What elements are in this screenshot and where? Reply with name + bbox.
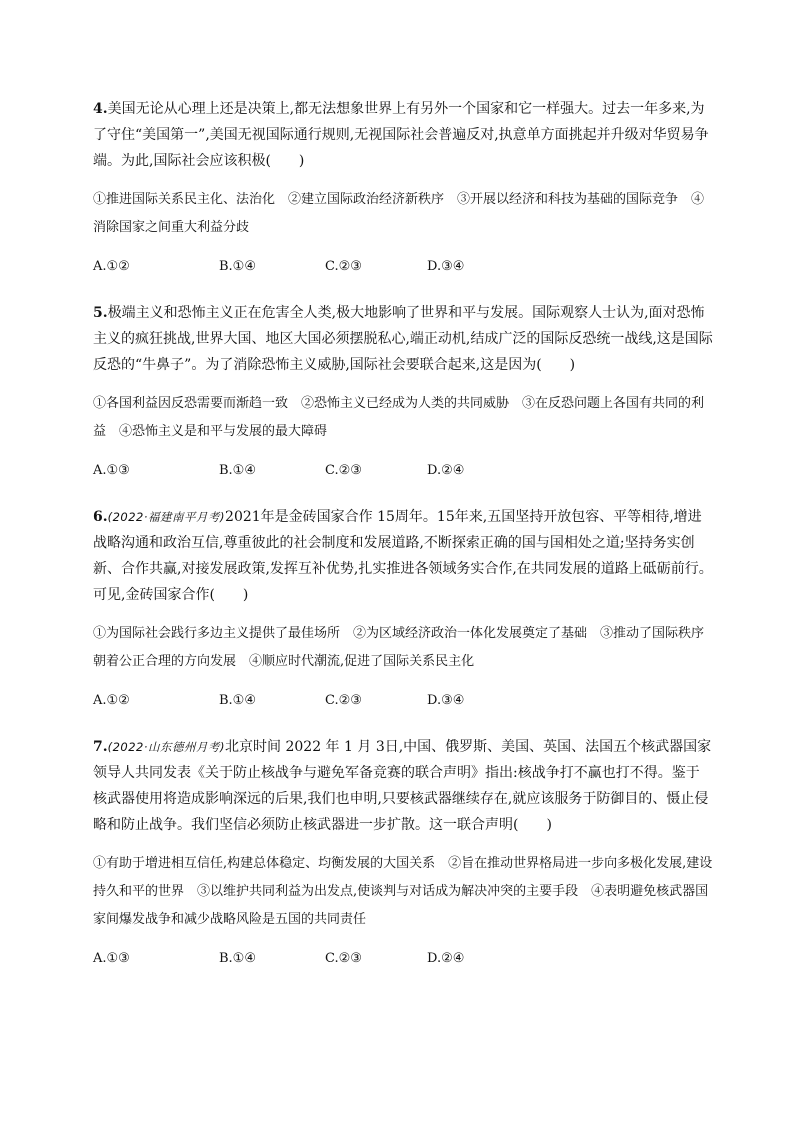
choice-b[interactable]: B.①④	[219, 951, 256, 966]
answer-choices	[93, 256, 713, 278]
answer-choices	[93, 460, 713, 482]
question-number: 5	[93, 305, 103, 321]
choice-d[interactable]: D.③④	[427, 693, 465, 708]
choice-c[interactable]: C.②③	[325, 693, 362, 708]
choice-b[interactable]: B.①④	[219, 463, 256, 478]
question-7	[93, 734, 713, 970]
question-stem: 7.(2022·山东德州月考)北京时间 2022 年 1 月 3日,中国、俄罗斯、美国、英国、法国五个核武器国家领导人共同发表《关于防止核战争与避免军备竞赛的联合声明》指出:核战争打不赢也打不得。鉴于核武器使用将造成影响深远的后果,我们也申明,只要核武器继续存在,就应该服务于防御目的、慑止侵略和防止战争。我们坚信必须防止核武器进一步扩散。这一联合声明( )	[93, 739, 712, 833]
option-statements: ①为国际社会践行多边主义提供了最佳场所 ②为区域经济政治一体化发展奠定了基础 ③推动了国际秩序朝着公正合理的方向发展 ④顺应时代潮流,促进了国际关系民主化	[93, 626, 705, 669]
option-statements: ①各国利益因反恐需要而渐趋一致 ②恐怖主义已经成为人类的共同威胁 ③在反恐问题上各国有共同的利益 ④恐怖主义是和平与发展的最大障碍	[93, 396, 705, 439]
choice-d[interactable]: D.③④	[427, 259, 465, 274]
question-number: 6	[93, 509, 103, 525]
question-source: (2022·福建南平月考)	[107, 510, 226, 524]
question-number: 4	[93, 101, 103, 117]
question-source: (2022·山东德州月考)	[107, 740, 226, 754]
question-page	[93, 96, 713, 970]
question-stem: 6.(2022·福建南平月考)2021年是金砖国家合作 15周年。15年来,五国坚持开放包容、平等相待,增进战略沟通和政治互信,尊重彼此的社会制度和发展道路,不断探索正确的国与国相处之道;坚持务实创新、合作共赢,对接发展政策,发挥互补优势,扎实推进各领域务实合作,在共同发展的道路上砥砺前行。可见,金砖国家合作( )	[93, 509, 713, 603]
question-5	[93, 300, 713, 482]
choice-a[interactable]: A.①②	[93, 693, 130, 708]
question-6	[93, 504, 713, 712]
question-stem: 5.极端主义和恐怖主义正在危害全人类,极大地影响了世界和平与发展。国际观察人士认为,面对恐怖主义的疯狂挑战,世界大国、地区大国必须摆脱私心,端正动机,结成广泛的国际反恐统一战线,这是国际反恐的“牛鼻子”。为了消除恐怖主义威胁,国际社会要联合起来,这是因为( )	[93, 305, 713, 373]
choice-a[interactable]: A.①②	[93, 259, 130, 274]
question-text: 美国无论从心理上还是决策上,都无法想象世界上有另外一个国家和它一样强大。过去一年多来,为了守住“美国第一”,美国无视国际通行规则,无视国际社会普遍反对,执意单方面挑起并升级对华贸易争端。为此,国际社会应该积极( )	[93, 101, 709, 169]
option-statements: ①推进国际关系民主化、法治化 ②建立国际政治经济新秩序 ③开展以经济和科技为基础的国际竞争 ④消除国家之间重大利益分歧	[93, 192, 705, 235]
option-statements: ①有助于增进相互信任,构建总体稳定、均衡发展的大国关系 ②旨在推动世界格局进一步向多极化发展,建设持久和平的世界 ③以维护共同利益为出发点,使谈判与对话成为解决冲突的主要手段 ④表明避免核武器国家间爆发战争和减少战略风险是五国的共同责任	[93, 856, 713, 927]
answer-choices	[93, 948, 713, 970]
choice-a[interactable]: A.①③	[93, 463, 130, 478]
question-stem: 4.美国无论从心理上还是决策上,都无法想象世界上有另外一个国家和它一样强大。过去一年多来,为了守住“美国第一”,美国无视国际通行规则,无视国际社会普遍反对,执意单方面挑起并升级对华贸易争端。为此,国际社会应该积极( )	[93, 101, 709, 169]
choice-c[interactable]: C.②③	[325, 259, 362, 274]
choice-c[interactable]: C.②③	[325, 951, 362, 966]
answer-choices	[93, 690, 713, 712]
question-text: 北京时间 2022 年 1 月 3日,中国、俄罗斯、美国、英国、法国五个核武器国家领导人共同发表《关于防止核战争与避免军备竞赛的联合声明》指出:核战争打不赢也打不得。鉴于核武器使用将造成影响深远的后果,我们也申明,只要核武器继续存在,就应该服务于防御目的、慑止侵略和防止战争。我们坚信必须防止核武器进一步扩散。这一联合声明( )	[93, 739, 712, 833]
choice-b[interactable]: B.①④	[219, 259, 256, 274]
question-text: 2021年是金砖国家合作 15周年。15年来,五国坚持开放包容、平等相待,增进战略沟通和政治互信,尊重彼此的社会制度和发展道路,不断探索正确的国与国相处之道;坚持务实创新、合作共赢,对接发展政策,发挥互补优势,扎实推进各领域务实合作,在共同发展的道路上砥砺前行。可见,金砖国家合作( )	[93, 509, 713, 603]
choice-d[interactable]: D.②④	[427, 463, 465, 478]
choice-a[interactable]: A.①③	[93, 951, 130, 966]
question-number: 7	[93, 739, 103, 755]
question-4	[93, 96, 713, 278]
question-text: 极端主义和恐怖主义正在危害全人类,极大地影响了世界和平与发展。国际观察人士认为,面对恐怖主义的疯狂挑战,世界大国、地区大国必须摆脱私心,端正动机,结成广泛的国际反恐统一战线,这是国际反恐的“牛鼻子”。为了消除恐怖主义威胁,国际社会要联合起来,这是因为( )	[93, 305, 713, 373]
choice-b[interactable]: B.①④	[219, 693, 256, 708]
choice-d[interactable]: D.②④	[427, 951, 465, 966]
choice-c[interactable]: C.②③	[325, 463, 362, 478]
